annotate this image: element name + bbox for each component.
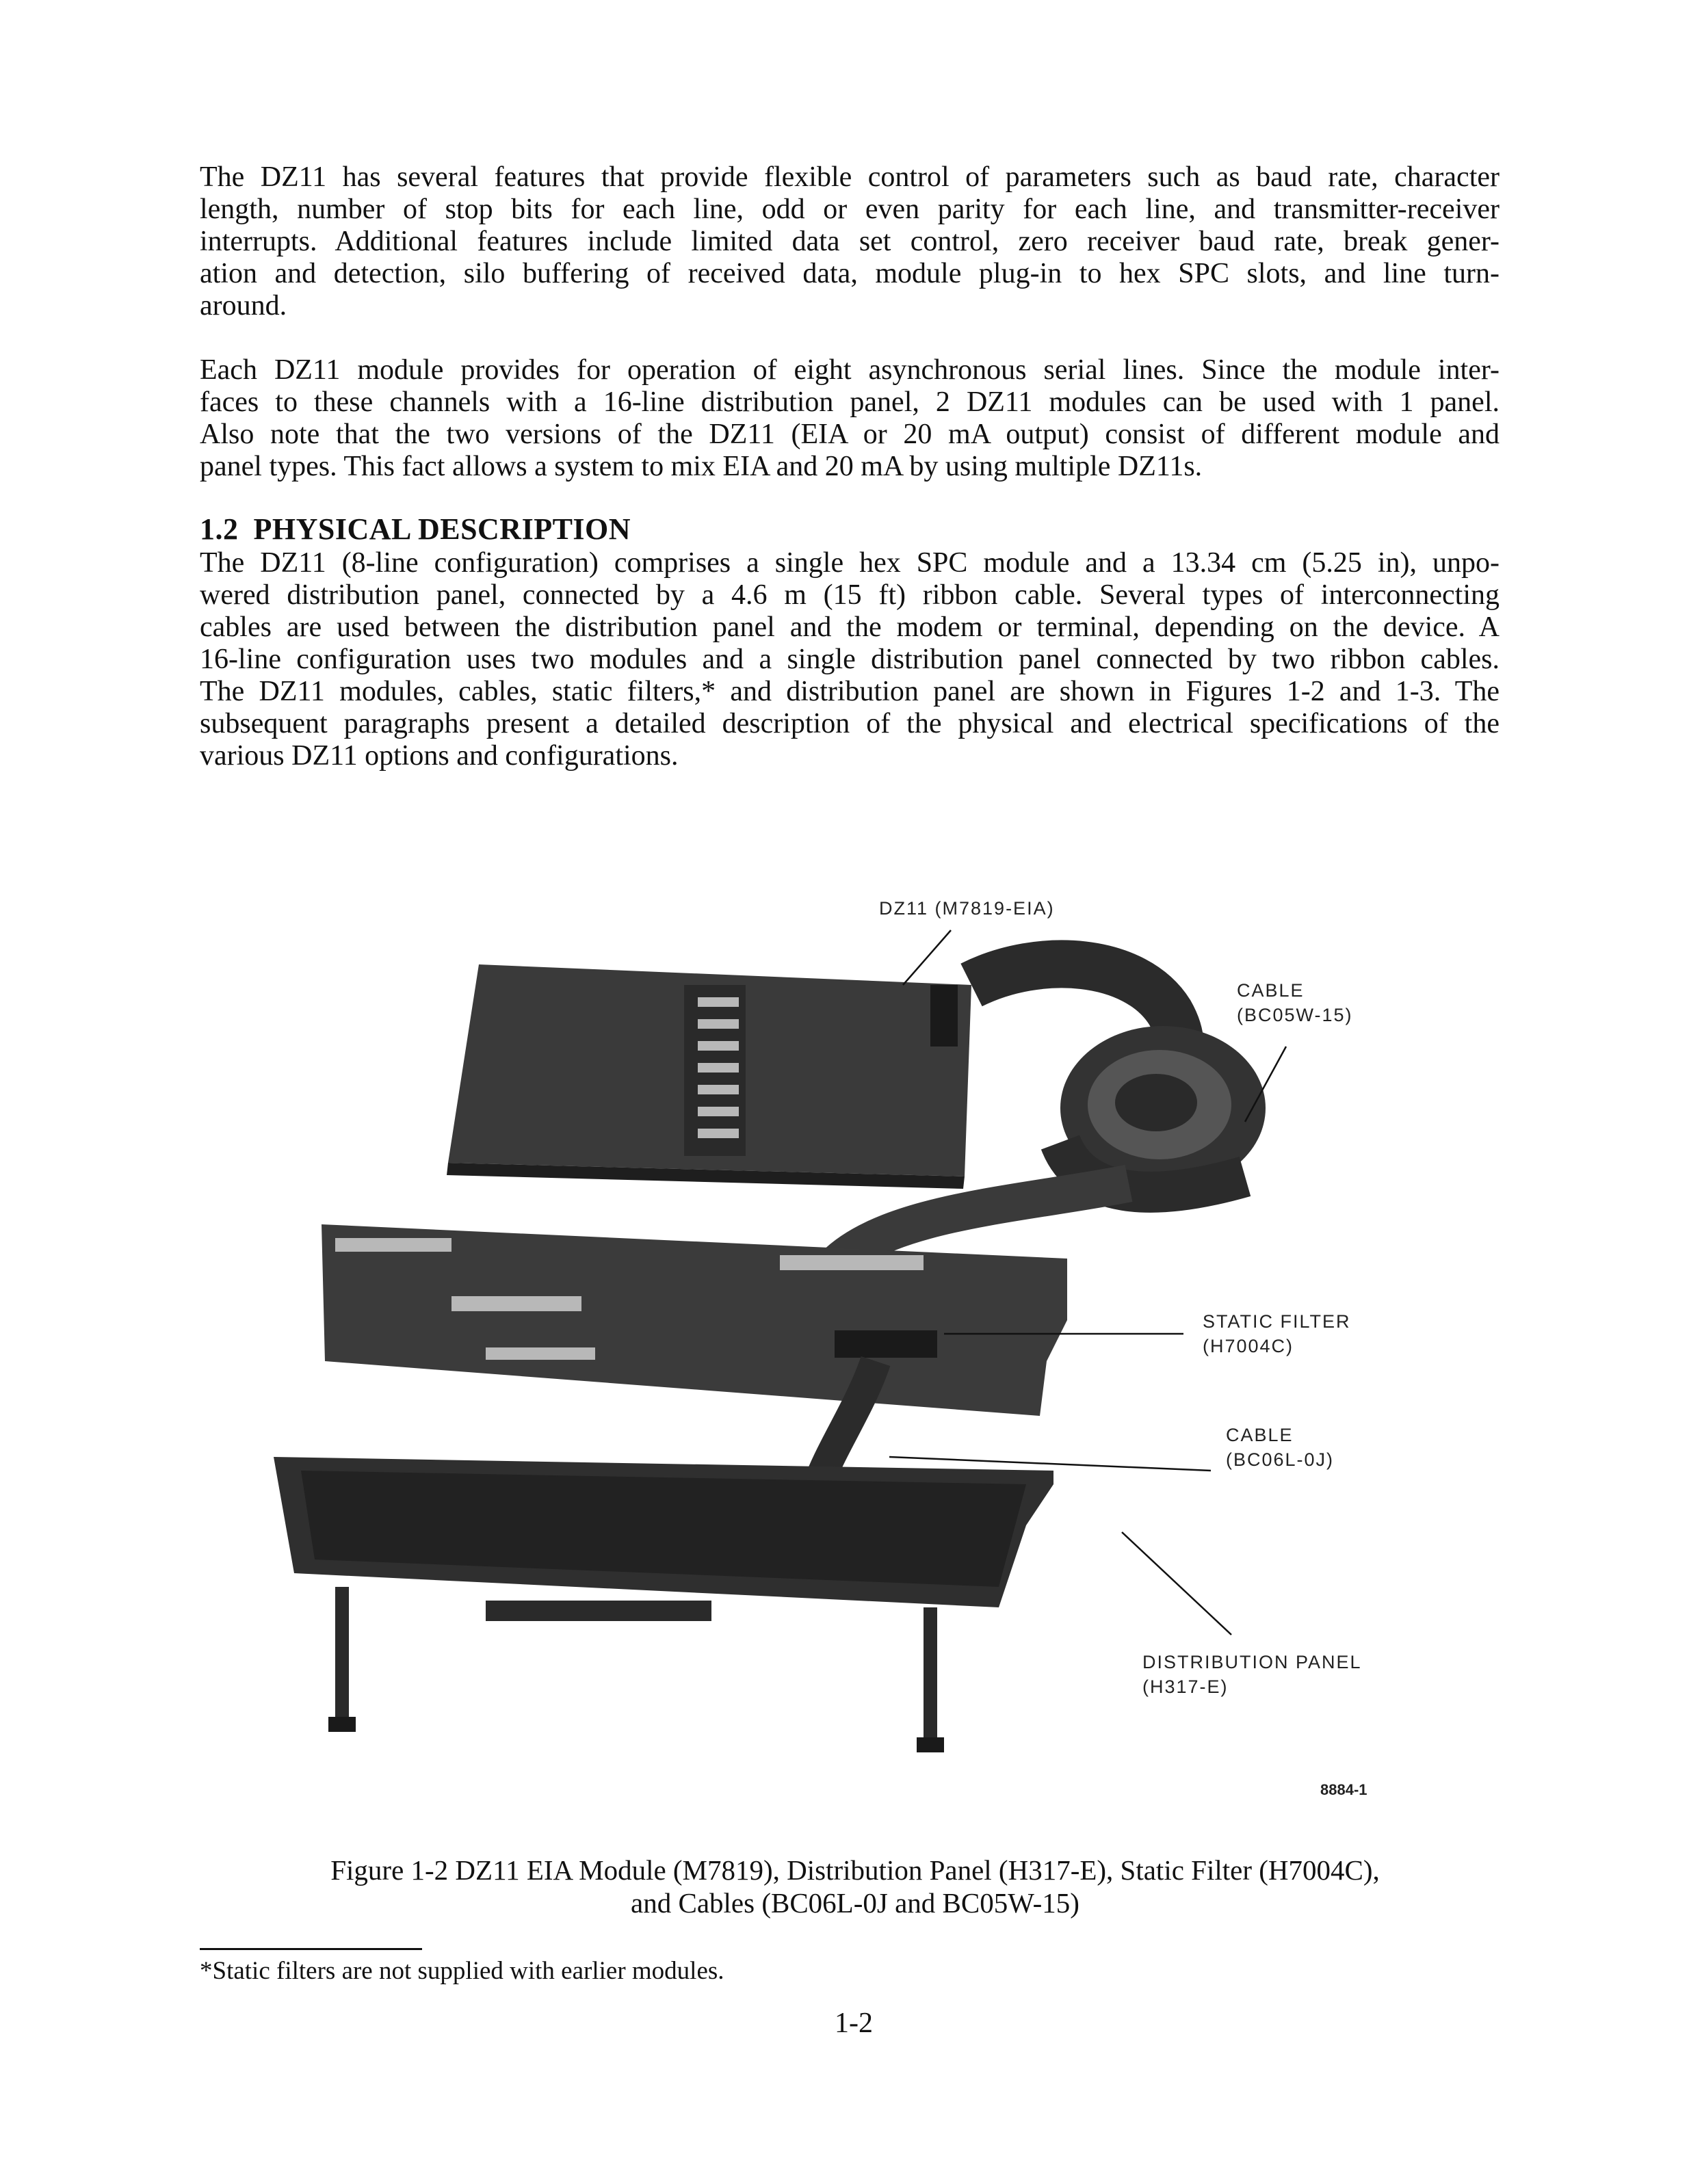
- static-filter-plate: [322, 1224, 1067, 1477]
- section-number: 1.2: [200, 512, 239, 546]
- text-line: The DZ11 (8-line configuration) comprises a single hex SPC module and a 13.34 cm (5.25 in), unpo-: [200, 547, 1500, 579]
- text-line: around.: [200, 290, 287, 321]
- callout-line: STATIC FILTER: [1203, 1311, 1351, 1332]
- callout-cable-short: [1226, 1423, 1334, 1472]
- text-line: 16-line configuration uses two modules and a single distribution panel connected by two ribbon cables.: [200, 644, 1500, 675]
- text-line: panel types. This fact allows a system to mix EIA and 20 mA by using multiple DZ11s.: [200, 451, 1203, 482]
- callout-line: CABLE: [1237, 980, 1305, 1001]
- callout-line: (H7004C): [1203, 1336, 1294, 1356]
- text-line: ation and detection, silo buffering of received data, module plug-in to hex SPC slots, and line turn-: [200, 258, 1500, 289]
- callout-static-filter: [1203, 1309, 1351, 1358]
- text-line: cables are used between the distribution panel and the modem or terminal, depending on the device. A: [200, 611, 1500, 643]
- callout-module: [879, 896, 1055, 921]
- callout-line: DZ11 (M7819-EIA): [879, 898, 1055, 919]
- callout-line: (H317-E): [1142, 1676, 1229, 1697]
- caption-line: and Cables (BC06L-0J and BC05W-15): [631, 1887, 1079, 1919]
- text-line: wered distribution panel, connected by a 4.6 m (15 ft) ribbon cable. Several types of interconnecting: [200, 579, 1500, 611]
- callout-panel: [1142, 1650, 1362, 1699]
- text-line: subsequent paragraphs present a detailed description of the physical and electrical specifications of the: [200, 708, 1500, 739]
- text-line: various DZ11 options and configurations.: [200, 740, 679, 772]
- callout-line: CABLE: [1226, 1425, 1294, 1445]
- section-heading: [200, 512, 631, 547]
- figure-caption: [205, 1854, 1505, 1919]
- paragraph-intro: [200, 161, 1500, 322]
- text-line: The DZ11 modules, cables, static filters,* and distribution panel are shown in Figures 1-2 and 1-3. The: [200, 676, 1500, 707]
- footnote: *Static filters are not supplied with earlier modules.: [200, 1957, 724, 1985]
- text-line: The DZ11 has several features that provide flexible control of parameters such as baud rate, character: [200, 161, 1500, 193]
- figure-code: 8884-1: [1320, 1781, 1367, 1798]
- page-number: 1-2: [835, 2008, 873, 2039]
- callout-line: (BC06L-0J): [1226, 1449, 1335, 1470]
- text-line: length, number of stop bits for each line, odd or even parity for each line, and transmitter-receiver: [200, 194, 1500, 225]
- text-line: Each DZ11 module provides for operation of eight asynchronous serial lines. Since the module inter-: [200, 354, 1500, 386]
- callout-line: (BC05W-15): [1237, 1005, 1353, 1025]
- text-line: Also note that the two versions of the DZ11 (EIA or 20 mA output) consist of different module and: [200, 419, 1500, 450]
- paragraph-physical: [200, 547, 1500, 772]
- paragraph-module: [200, 354, 1500, 483]
- callout-line: DISTRIBUTION PANEL: [1142, 1652, 1362, 1672]
- text-line: interrupts. Additional features include limited data set control, zero receiver baud rate, break gener-: [200, 226, 1500, 257]
- caption-line: Figure 1-2 DZ11 EIA Module (M7819), Distribution Panel (H317-E), Static Filter (H7004C),: [330, 1854, 1380, 1886]
- distribution-panel: [274, 1457, 1053, 1752]
- section-title: PHYSICAL DESCRIPTION: [253, 512, 631, 546]
- footnote-rule: [200, 1948, 422, 1950]
- dz11-module-board: [447, 964, 971, 1189]
- callout-cable-long: [1237, 978, 1353, 1027]
- text-line: faces to these channels with a 16-line distribution panel, 2 DZ11 modules can be used with 1 panel.: [200, 386, 1500, 418]
